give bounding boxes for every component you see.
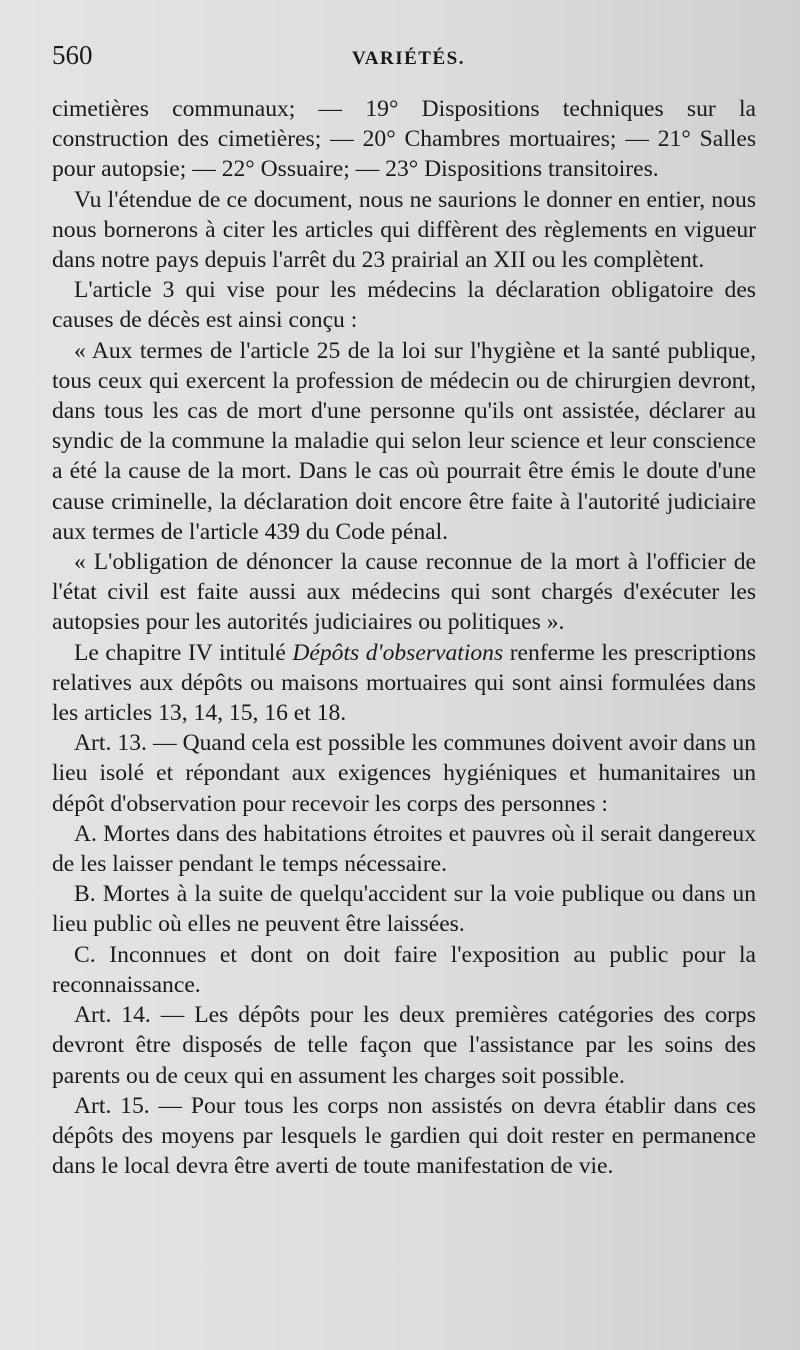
page-number: 560 [52, 40, 93, 70]
paragraph: L'article 3 qui vise pour les médecins la déclaration obligatoire des causes de décès est ainsi conçu : [52, 277, 756, 334]
body-text [52, 94, 756, 1181]
quoted-paragraph: « Aux termes de l'article 25 de la loi sur l'hygiène et la santé publique, tous ceux qui exercent la profession de médecin ou de chirurgien devront, dans tous les cas de mort d'une personne qu'ils ont assistée, déclarer au syndic de la commune la maladie qui selon leur science et leur conscience a été la cause de la mort. Dans le cas où pourrait être émis le doute d'une cause criminelle, la déclaration doit encore être faite à l'autorité judiciaire aux termes de l'article 439 du Code pénal. [52, 337, 756, 545]
article-13: Art. 13. — Quand cela est possible les communes doivent avoir dans un lieu isolé et répondant aux exigences hygiéniques et humanitaires un dépôt d'observation pour recevoir les corps des personnes : [52, 730, 756, 817]
quoted-paragraph: « L'obligation de dénoncer la cause reconnue de la mort à l'officier de l'état civil est faite aussi aux médecins qui sont chargés d'exécuter les autopsies pour les autorités judiciaires ou politiques ». [52, 549, 756, 636]
paragraph-chapter-iv [52, 638, 756, 729]
text-run: Le chapitre IV intitulé [74, 639, 293, 666]
article-15: Art. 15. — Pour tous les corps non assistés on devra établir dans ces dépôts des moyens par lesquels le gardien qui doit rester en permanence dans le local devra être averti de toute manifestation de vie. [52, 1092, 756, 1180]
page-header [52, 40, 756, 80]
list-item-c: C. Inconnues et dont on doit faire l'exposition au public pour la reconnaissance. [52, 941, 756, 998]
paragraph-continuation: cimetières communaux; — 19° Dispositions techniques sur la construction des cimetières; — 20° Chambres mortuaires; — 21° Salles pour autopsie; — 22° Ossuaire; — 23° Dispositions transitoires. [52, 96, 756, 183]
running-title: VARIÉTÉS. [352, 48, 465, 69]
article-14: Art. 14. — Les dépôts pour les deux premières catégories des corps devront être disposés de telle façon que l'assistance par les soins des parents ou de ceux qui en assument les charges soit possible. [52, 1002, 756, 1089]
list-item-b: B. Mortes à la suite de quelqu'accident sur la voie publique ou dans un lieu public où elles ne peuvent être laissées. [52, 881, 756, 938]
paragraph: Vu l'étendue de ce document, nous ne saurions le donner en entier, nous nous bornerons à citer les articles qui diffèrent des règlements en vigueur dans notre pays depuis l'arrêt du 23 prairial an XII ou les complètent. [52, 186, 756, 274]
italic-title: Dépôts d'observations [292, 639, 504, 666]
list-item-a: A. Mortes dans des habitations étroites et pauvres où il serait dangereux de les laisser pendant le temps nécessaire. [52, 820, 756, 878]
text-run: renferme les prescriptions relatives aux dépôts ou maisons mortuaires qui sont ainsi formulées dans les articles 13, 14, 15, 16 et 18. [52, 639, 756, 727]
